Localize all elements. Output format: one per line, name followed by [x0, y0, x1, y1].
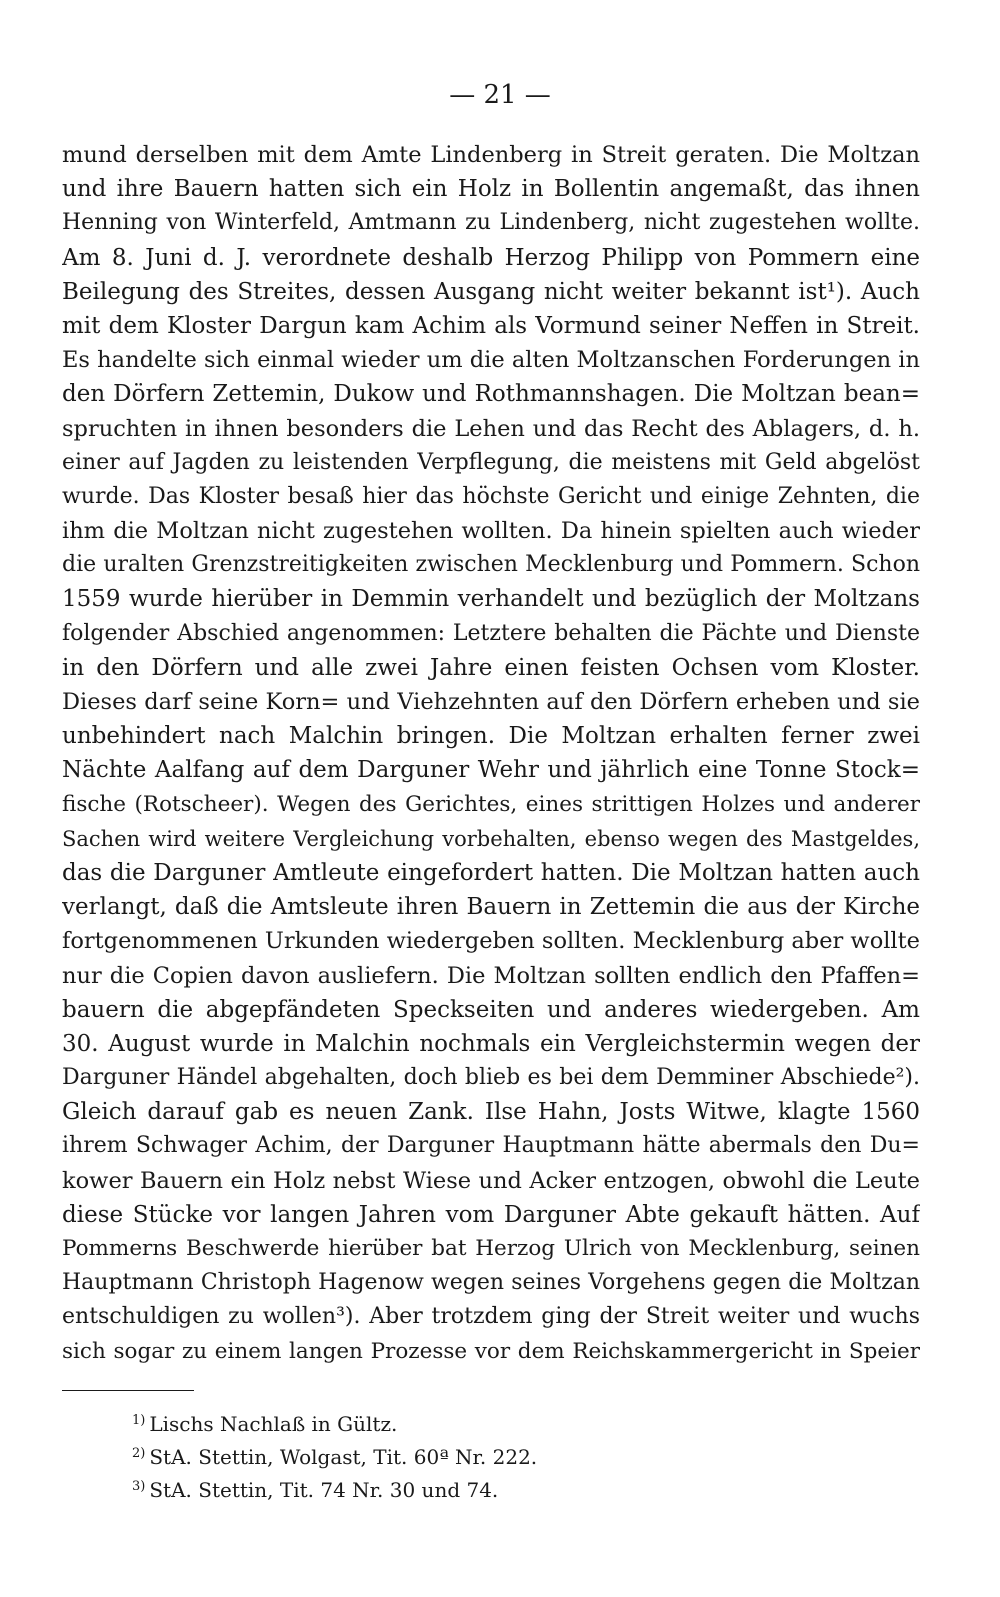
text-line: kower Bauern ein Holz nebst Wiese und Acker entzogen, obwohl die Leute — [62, 1167, 920, 1194]
text-line: Darguner Händel abgehalten, doch blieb es bei dem Demminer Abschiede²). — [62, 1065, 920, 1091]
text-line: wurde. Das Kloster besaß hier das höchste Gericht und einige Zehnten, die — [62, 483, 920, 509]
text-line: ihrem Schwager Achim, der Darguner Hauptmann hätte abermals den Du= — [62, 1133, 920, 1159]
text-line: Es handelte sich einmal wieder um die alten Moltzanschen Forderungen in — [62, 347, 920, 374]
text-line: fische (Rotscheer). Wegen des Gerichtes, eines strittigen Holzes und anderer — [62, 791, 920, 817]
text-line: unbehindert nach Malchin bringen. Die Moltzan erhalten ferner zwei — [62, 723, 920, 750]
footnote-text: StA. Stettin, Tit. 74 Nr. 30 und 74. — [149, 1478, 499, 1502]
footnote-mark: 1) — [132, 1413, 146, 1428]
footnotes — [132, 1404, 832, 1503]
text-line: Henning von Winterfeld, Amtmann zu Lindenberg, nicht zugestehen wollte. — [62, 210, 920, 236]
text-line: spruchten in ihnen besonders die Lehen und das Recht des Ablagers, d. h. — [62, 415, 920, 442]
text-line: mund derselben mit dem Amte Lindenberg in Streit geraten. Die Moltzan — [62, 142, 920, 168]
text-line: Dieses darf seine Korn= und Viehzehnten auf den Dörfern erheben und sie — [62, 689, 920, 715]
text-line: 30. August wurde in Malchin nochmals ein Vergleichstermin wegen der — [62, 1030, 920, 1057]
text-line: einer auf Jagden zu leistenden Verpflegung, die meistens mit Geld abgelöst — [62, 449, 920, 475]
text-line: Sachen wird weitere Vergleichung vorbehalten, ebenso wegen des Mastgeldes, — [62, 826, 920, 851]
footnote-mark: 2) — [132, 1446, 146, 1461]
footnote-3 — [132, 1470, 832, 1503]
footnote-2 — [132, 1437, 832, 1470]
text-line: Am 8. Juni d. J. verordnete deshalb Herzog Philipp von Pommern eine — [62, 244, 920, 271]
footnote-text: Lischs Nachlaß in Gültz. — [149, 1412, 398, 1436]
text-line: nur die Copien davon ausliefern. Die Moltzan sollten endlich den Pfaffen= — [62, 962, 920, 989]
text-line: sich sogar zu einem langen Prozesse vor dem Reichskammergericht in Speier — [62, 1338, 920, 1364]
footnote-1 — [132, 1404, 832, 1437]
text-line: in den Dörfern und alle zwei Jahre einen feisten Ochsen vom Kloster. — [62, 654, 920, 681]
text-line: Hauptmann Christoph Hagenow wegen seines Vorgehens gegen die Moltzan — [62, 1270, 920, 1296]
text-line: folgender Abschied angenommen: Letztere behalten die Pächte und Dienste — [62, 620, 920, 646]
text-line: entschuldigen zu wollen³). Aber trotzdem ging der Streit weiter und wuchs — [62, 1304, 920, 1330]
page-number: — 21 — — [449, 80, 551, 110]
text-line: Beilegung des Streites, dessen Ausgang nicht weiter bekannt ist¹). Auch — [62, 278, 920, 305]
footnote-text: StA. Stettin, Wolgast, Tit. 60ª Nr. 222. — [149, 1445, 538, 1469]
text-line: ihm die Moltzan nicht zugestehen wollten. Da hinein spielten auch wieder — [62, 518, 920, 545]
text-line: Nächte Aalfang auf dem Darguner Wehr und jährlich eine Tonne Stock= — [62, 757, 920, 784]
text-line: Gleich darauf gab es neuen Zank. Ilse Hahn, Josts Witwe, klagte 1560 — [62, 1099, 920, 1126]
text-line: diese Stücke vor langen Jahren vom Darguner Abte gekauft hätten. Auf — [62, 1201, 920, 1228]
text-line: verlangt, daß die Amtsleute ihren Bauern in Zettemin die aus der Kirche — [62, 894, 920, 921]
footnote-mark: 3) — [132, 1479, 146, 1494]
text-line: fortgenommenen Urkunden wiedergeben sollten. Mecklenburg aber wollte — [62, 928, 920, 955]
footnote-divider — [62, 1390, 194, 1391]
text-line: das die Darguner Amtleute eingefordert hatten. Die Moltzan hatten auch — [62, 859, 920, 886]
body-text — [62, 138, 920, 1369]
text-line: Pommerns Beschwerde hierüber bat Herzog Ulrich von Mecklenburg, seinen — [62, 1236, 920, 1261]
text-line: den Dörfern Zettemin, Dukow und Rothmannshagen. Die Moltzan bean= — [62, 381, 920, 408]
text-line: 1559 wurde hierüber in Demmin verhandelt und bezüglich der Moltzans — [62, 586, 920, 613]
text-line: mit dem Kloster Dargun kam Achim als Vormund seiner Neffen in Streit. — [62, 312, 920, 339]
text-line: und ihre Bauern hatten sich ein Holz in Bollentin angemaßt, das ihnen — [62, 176, 920, 203]
text-line: bauern die abgepfändeten Speckseiten und anderes wiedergeben. Am — [62, 996, 920, 1023]
text-line: die uralten Grenzstreitigkeiten zwischen Mecklenburg und Pommern. Schon — [62, 552, 920, 578]
